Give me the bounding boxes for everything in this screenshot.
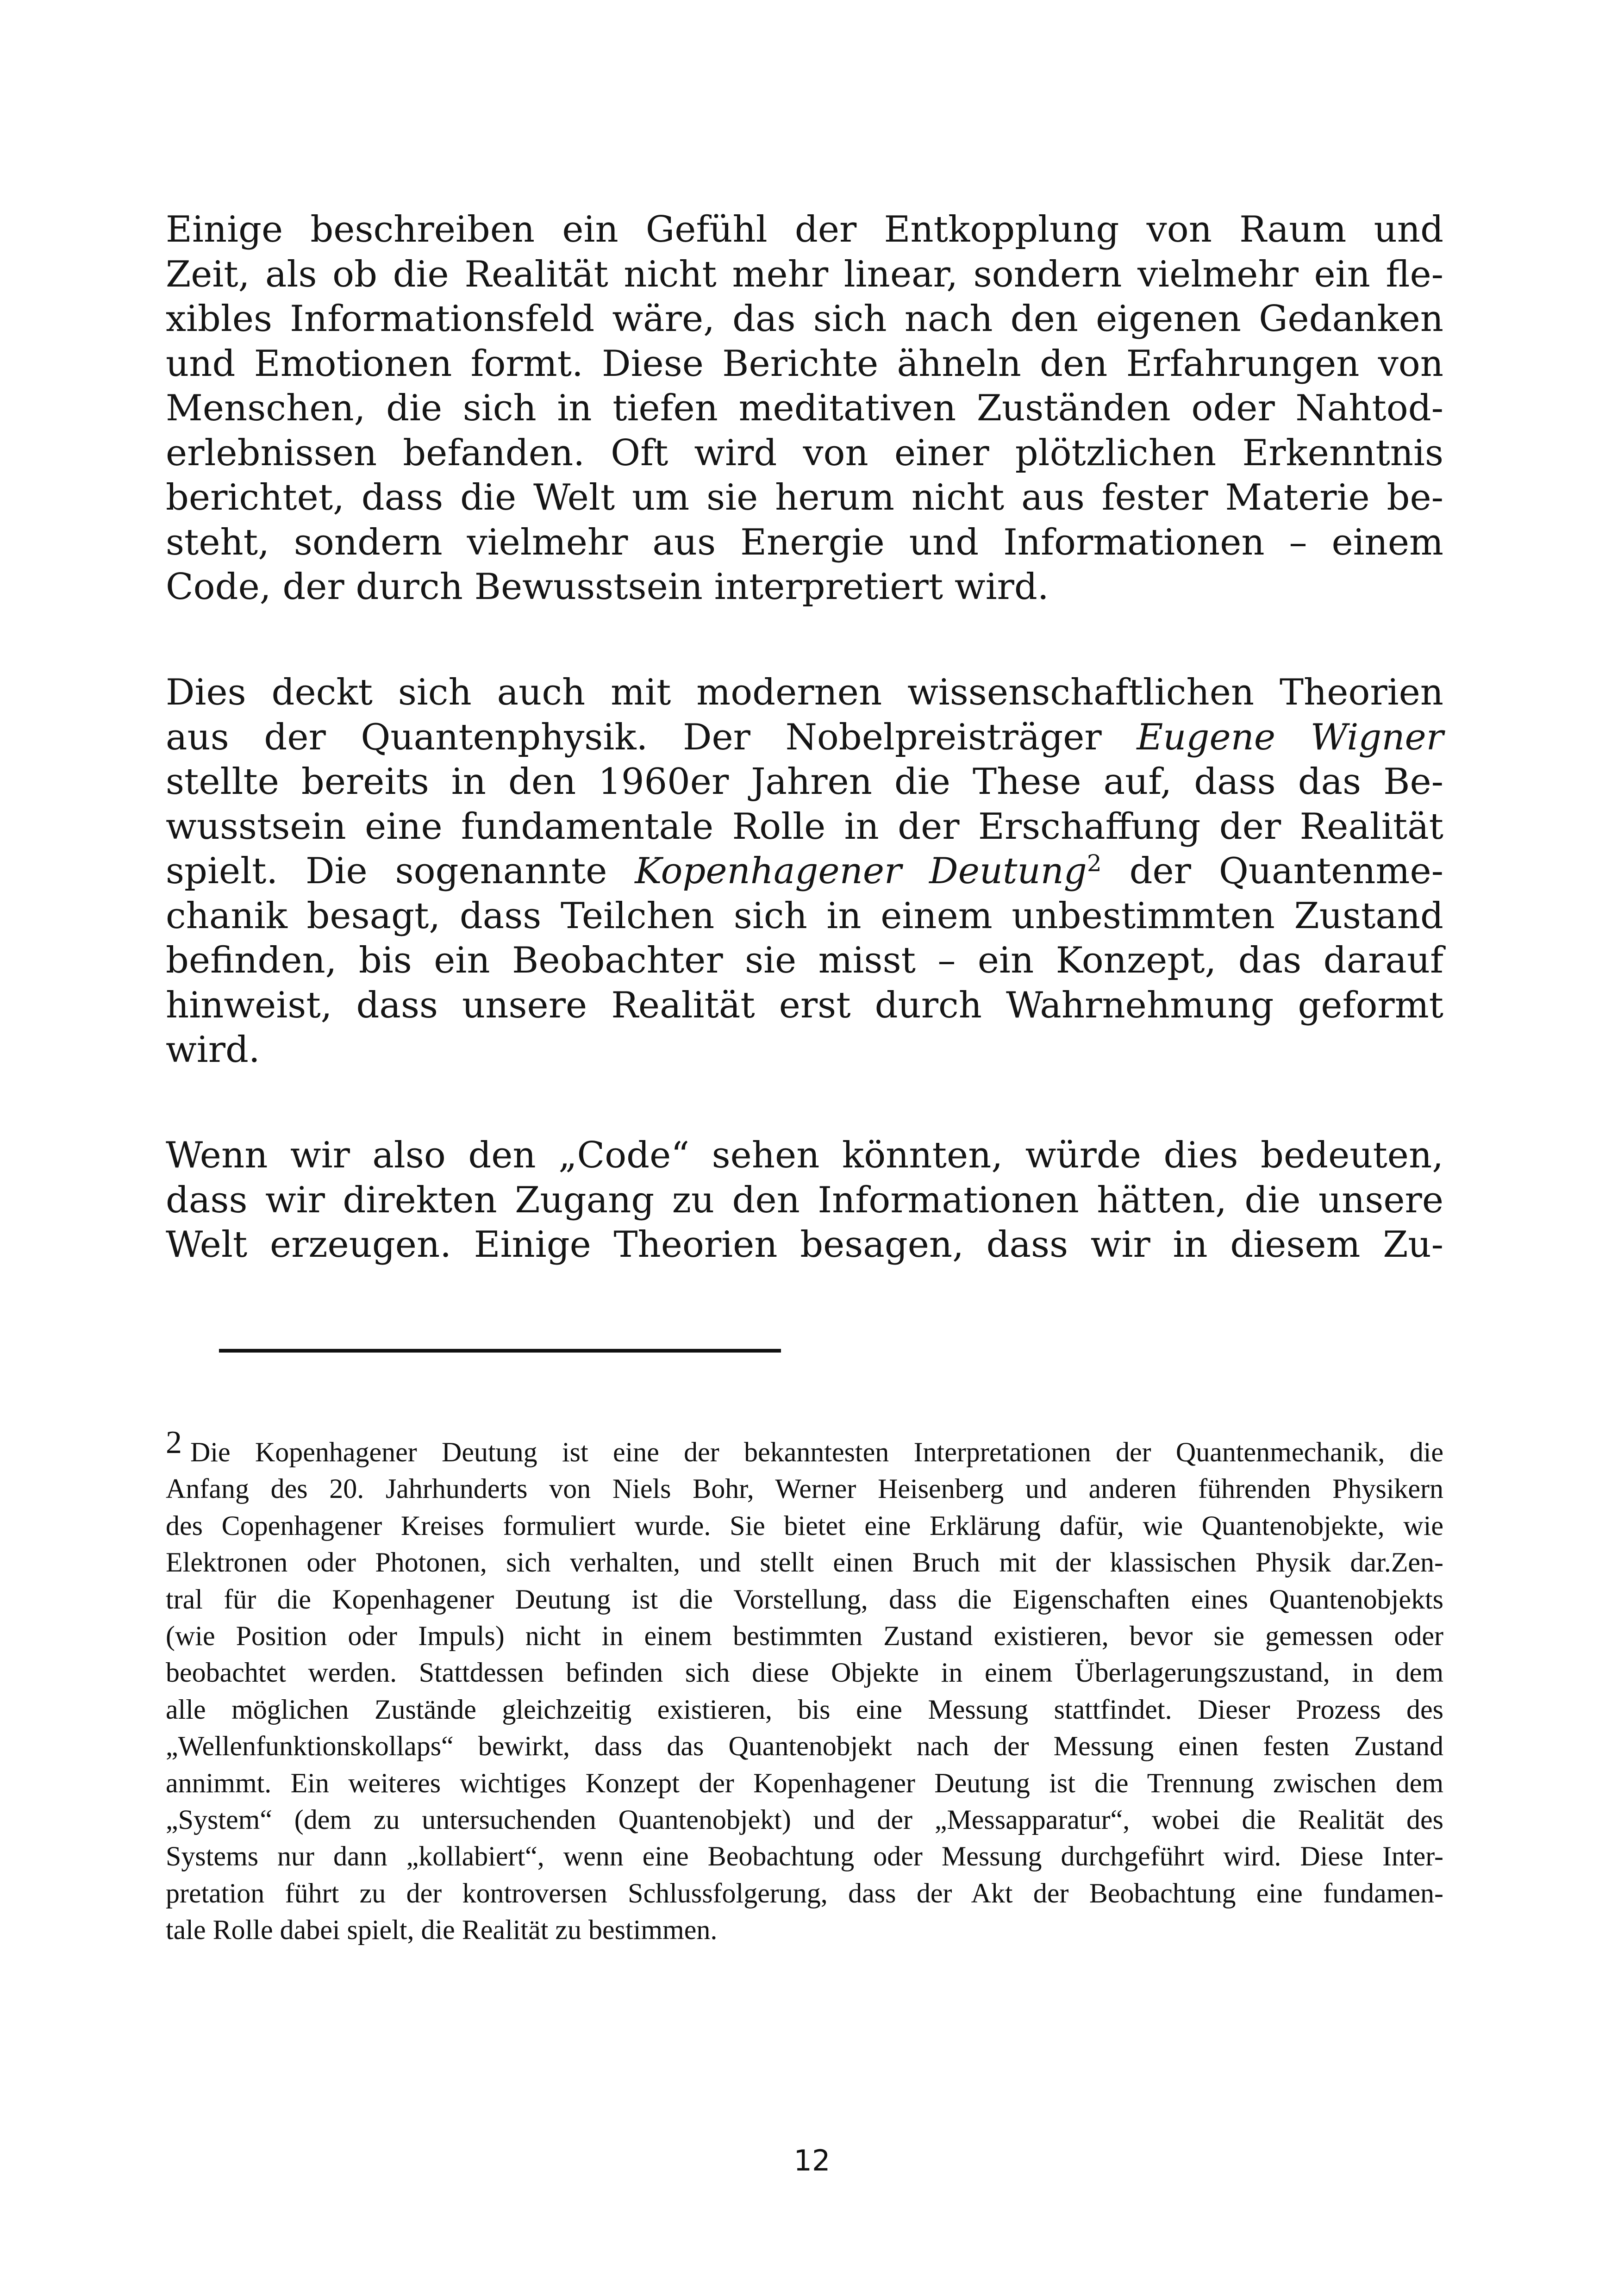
- text-line: erlebnissen befanden. Oft wird von einer plötzlichen Erkenntnis: [166, 432, 1443, 474]
- paragraph-2: [166, 670, 1443, 1073]
- paragraph-1: [166, 207, 1443, 610]
- footnote-line: (wie Position oder Impuls) nicht in einem bestimmten Zustand existieren, bevor sie gemessen oder: [166, 1621, 1443, 1652]
- text-line: Welt erzeugen. Einige Theorien besagen, dass wir in diesem Zu-: [166, 1224, 1443, 1266]
- footnote-line: pretation führt zu der kontroversen Schlussfolgerung, dass der Akt der Beobachtung eine fundamen-: [166, 1877, 1443, 1908]
- text-line: stellte bereits in den 1960er Jahren die These auf, dass das Be-: [166, 761, 1443, 803]
- footnote-line: Elektronen oder Photonen, sich verhalten, und stellt einen Bruch mit der klassischen Physik dar.Zen-: [166, 1547, 1443, 1578]
- footnote-reference[interactable]: 2: [1087, 850, 1102, 877]
- text-line: berichtet, dass die Welt um sie herum nicht aus fester Materie be-: [166, 477, 1443, 518]
- text-line: Code, der durch Bewusstsein interpretiert wird.: [166, 566, 1049, 608]
- footnote-line: tale Rolle dabei spielt, die Realität zu bestimmen.: [166, 1915, 718, 1946]
- text-line: Zeit, als ob die Realität nicht mehr linear, sondern vielmehr ein fle-: [166, 253, 1443, 295]
- page-number: 12: [793, 2144, 831, 2177]
- footnote-separator-rule: [219, 1349, 781, 1353]
- footnote-line: des Copenhagener Kreises formuliert wurde. Sie bietet eine Erklärung dafür, wie Quantenobjekte, wie: [166, 1510, 1443, 1541]
- italic-name-eugene-wigner: Eugene Wigner: [1137, 716, 1443, 758]
- footnote-text: Die Kopenhagener Deutung ist eine der bekanntesten Interpretationen der Quantenmechanik, die: [190, 1437, 1443, 1467]
- footnote-line: „System“ (dem zu untersuchenden Quantenobjekt) und der „Messapparatur“, wobei die Realität des: [166, 1804, 1443, 1835]
- text-line: [166, 715, 1443, 760]
- text-line: dass wir direkten Zugang zu den Informationen hätten, die unsere: [166, 1179, 1443, 1221]
- paragraph-3: [166, 1133, 1443, 1267]
- text-line: und Emotionen formt. Diese Berichte ähneln den Erfahrungen von: [166, 343, 1443, 385]
- footnote-line: beobachtet werden. Stattdessen befinden sich diese Objekte in einem Überlagerungszustand, in dem: [166, 1657, 1443, 1688]
- footnote-line: [166, 1425, 1443, 1471]
- text-line: chanik besagt, dass Teilchen sich in einem unbestimmten Zustand: [166, 895, 1443, 937]
- footnote: [166, 1425, 1443, 1949]
- text-line: Einige beschreiben ein Gefühl der Entkopplung von Raum und: [166, 209, 1443, 250]
- text-line: xibles Informationsfeld wäre, das sich nach den eigenen Gedanken: [166, 298, 1443, 340]
- text-line: befinden, bis ein Beobachter sie misst – ein Konzept, das darauf: [166, 940, 1443, 981]
- text-line: Wenn wir also den „Code“ sehen könnten, würde dies bedeuten,: [166, 1135, 1443, 1176]
- text-line: Menschen, die sich in tiefen meditativen Zuständen oder Nahtod-: [166, 387, 1443, 429]
- text-line: Dies deckt sich auch mit modernen wissenschaftlichen Theorien: [166, 672, 1443, 713]
- footnote-line: annimmt. Ein weiteres wichtiges Konzept der Kopenhagener Deutung ist die Trennung zwischen dem: [166, 1767, 1443, 1798]
- footnote-line: tral für die Kopenhagener Deutung ist die Vorstellung, dass die Eigenschaften eines Quantenobjekts: [166, 1584, 1443, 1615]
- footnote-marker: 2: [166, 1425, 182, 1460]
- text-line: wird.: [166, 1029, 260, 1071]
- text-line: wusstsein eine fundamentale Rolle in der Erschaffung der Realität: [166, 805, 1443, 848]
- text-segment: aus der Quantenphysik. Der Nobelpreisträger: [166, 716, 1102, 758]
- italic-term-kopenhagener-deutung: Kopenhagener Deutung: [635, 850, 1087, 892]
- text-line: steht, sondern vielmehr aus Energie und Informationen – einem: [166, 521, 1443, 563]
- text-line: [166, 849, 1443, 894]
- text-segment: der Quantenme-: [1129, 850, 1443, 892]
- footnote-line: „Wellenfunktionskollaps“ bewirkt, dass das Quantenobjekt nach der Messung einen festen Zustand: [166, 1731, 1443, 1762]
- text-segment: spielt. Die sogenannte: [166, 850, 607, 892]
- text-line: hinweist, dass unsere Realität erst durch Wahrnehmung geformt: [166, 984, 1443, 1026]
- footnote-line: alle möglichen Zustände gleichzeitig existieren, bis eine Messung stattfindet. Dieser Prozess des: [166, 1694, 1443, 1725]
- footnote-line: Systems nur dann „kollabiert“, wenn eine Beobachtung oder Messung durchgeführt wird. Diese Inter-: [166, 1841, 1443, 1872]
- footnote-line: Anfang des 20. Jahrhunderts von Niels Bohr, Werner Heisenberg und anderen führenden Physikern: [166, 1473, 1443, 1504]
